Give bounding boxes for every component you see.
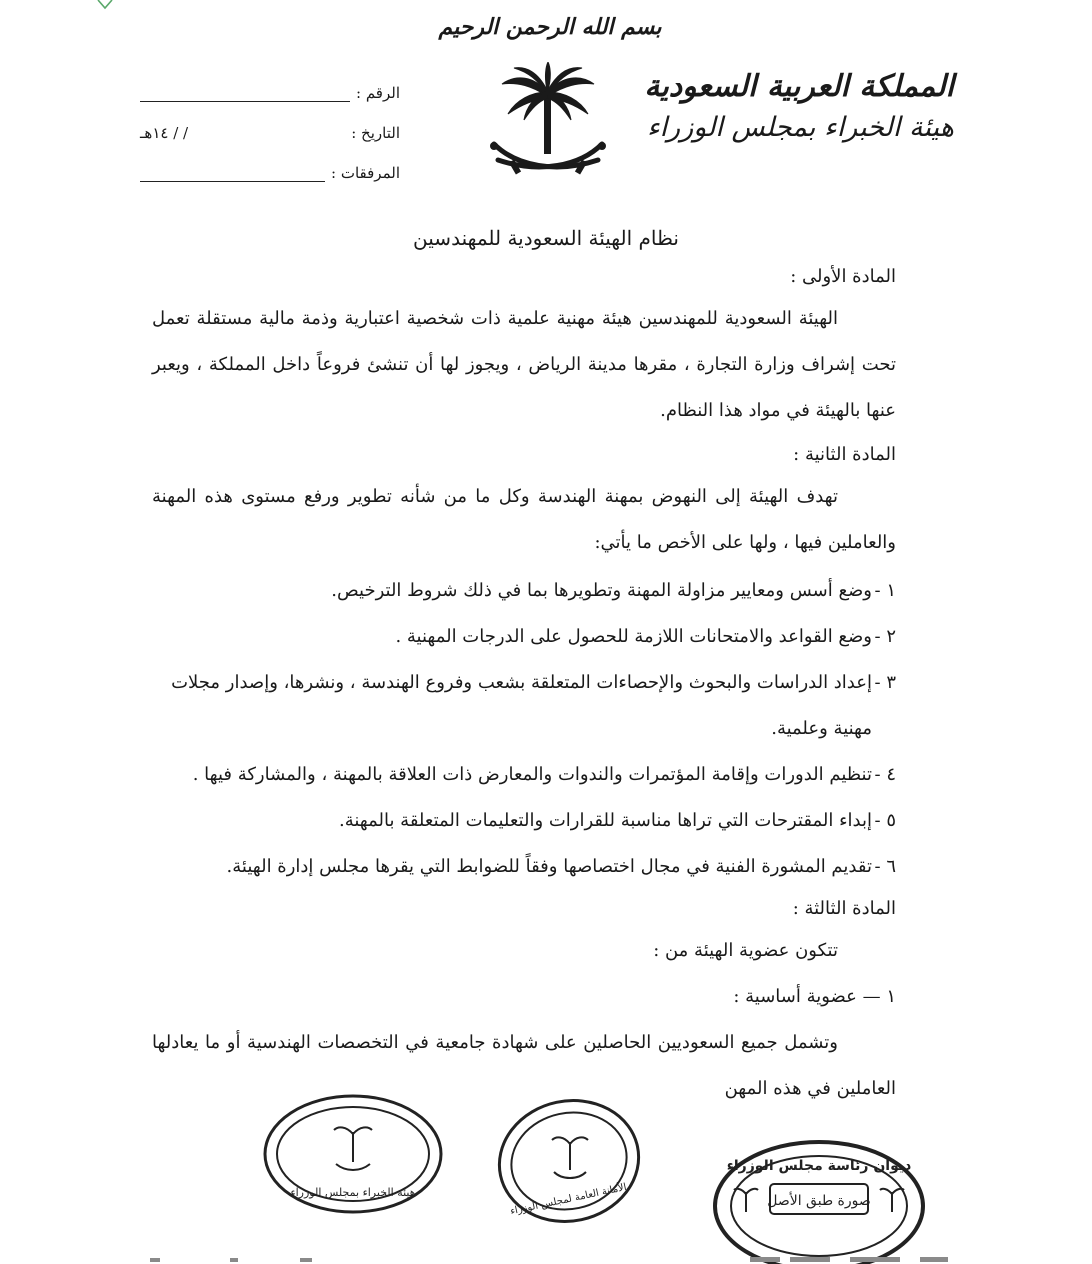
letterhead-line-2: هيئة الخبراء بمجلس الوزراء <box>646 112 954 143</box>
article-1-heading: المادة الأولى : <box>790 266 896 287</box>
article-2-text: تهدف الهيئة إلى النهوض بمهنة الهندسة وكل ما من شأنه تطوير ورفع مستوى هذه المهنة والعاملين فيها ، ولها على الأخص ما يأتي: <box>152 486 896 553</box>
article-3-sub-heading: ١ — عضوية أساسية : <box>733 986 896 1007</box>
article-2-item: ١ -وضع أسس ومعايير مزاولة المهنة وتطويرها بما في ذلك شروط الترخيص. <box>331 580 896 601</box>
svg-text:ديوان رئاسة مجلس الوزراء: ديوان رئاسة مجلس الوزراء <box>726 1158 912 1174</box>
article-2-item: ٦ -تقديم المشورة الفنية في مجال اختصاصها وفقاً للضوابط التي يقرها مجلس إدارة الهيئة. <box>226 856 896 877</box>
article-2-item: ٣ -إعداد الدراسات والبحوث والإحصاءات المتعلقة بشعب وفروع الهندسة ، ونشرها، وإصدار مجلات مهنية وعلمية. <box>171 672 896 739</box>
article-2-item: ٤ -تنظيم الدورات وإقامة المؤتمرات والندوات والمعارض ذات العلاقة بالمهنة ، والمشاركة فيها . <box>192 764 896 785</box>
date-row <box>140 102 400 142</box>
official-stamp-certified-copy-icon <box>712 1130 926 1264</box>
article-2-heading: المادة الثانية : <box>793 444 896 465</box>
date-value: ١٤هـ / / <box>140 124 189 142</box>
document-body <box>152 258 896 1114</box>
article-2-item: ٥ -إبداء المقترحات التي تراها مناسبة للقرارات والتعليمات المتعلقة بالمهنة. <box>338 810 896 831</box>
article-2-item: ٢ -وضع القواعد والامتحانات اللازمة للحصول على الدرجات المهنية . <box>395 626 896 647</box>
article-3-heading: المادة الثالثة : <box>792 898 896 919</box>
date-field <box>140 126 345 142</box>
number-row <box>140 62 400 102</box>
article-3-intro: تتكون عضوية الهيئة من : <box>653 940 838 961</box>
letterhead-organization <box>644 66 954 148</box>
attachments-row <box>140 142 400 182</box>
svg-text:الأمانة العامة لمجلس الوزراء: الأمانة العامة لمجلس الوزراء <box>509 1181 628 1218</box>
letterhead-line-1: المملكة العربية السعودية <box>644 69 954 104</box>
scan-edge-artifact <box>150 1256 950 1262</box>
date-label: التاريخ : <box>351 124 400 142</box>
article-1-text: الهيئة السعودية للمهندسين هيئة مهنية علمية ذات شخصية اعتبارية وذمة مالية مستقلة تعمل تحت إشراف وزارة التجارة ، مقرها مدينة الرياض ، ويجوز لها أن تنشئ فروعاً داخل المملكة ، ويعبر عنها بالهيئة في مواد هذا النظام. <box>152 308 896 421</box>
official-stamp-general-secretariat-icon <box>496 1098 642 1224</box>
article-3-text: وتشمل جميع السعوديين الحاصلين على شهادة جامعية في التخصصات الهندسية أو ما يعادلها العاملين في هذه المهن <box>152 1032 896 1099</box>
official-stamp-experts-icon <box>262 1092 444 1216</box>
document-title: نظام الهيئة السعودية للمهندسين <box>413 226 679 250</box>
corner-mark-icon <box>96 0 114 10</box>
number-line <box>140 85 350 102</box>
number-label: الرقم : <box>356 84 400 102</box>
palm-and-swords-emblem-icon <box>486 62 610 192</box>
basmala: بسم الله الرحمن الرحيم <box>438 14 662 40</box>
svg-text:صورة طبق الأصل: صورة طبق الأصل <box>767 1193 871 1209</box>
attachments-line <box>140 165 325 182</box>
attachments-label: المرفقات : <box>331 164 400 182</box>
reference-fields <box>140 62 400 182</box>
svg-text:هيئة الخبراء بمجلس الوزراء: هيئة الخبراء بمجلس الوزراء <box>290 1186 416 1199</box>
